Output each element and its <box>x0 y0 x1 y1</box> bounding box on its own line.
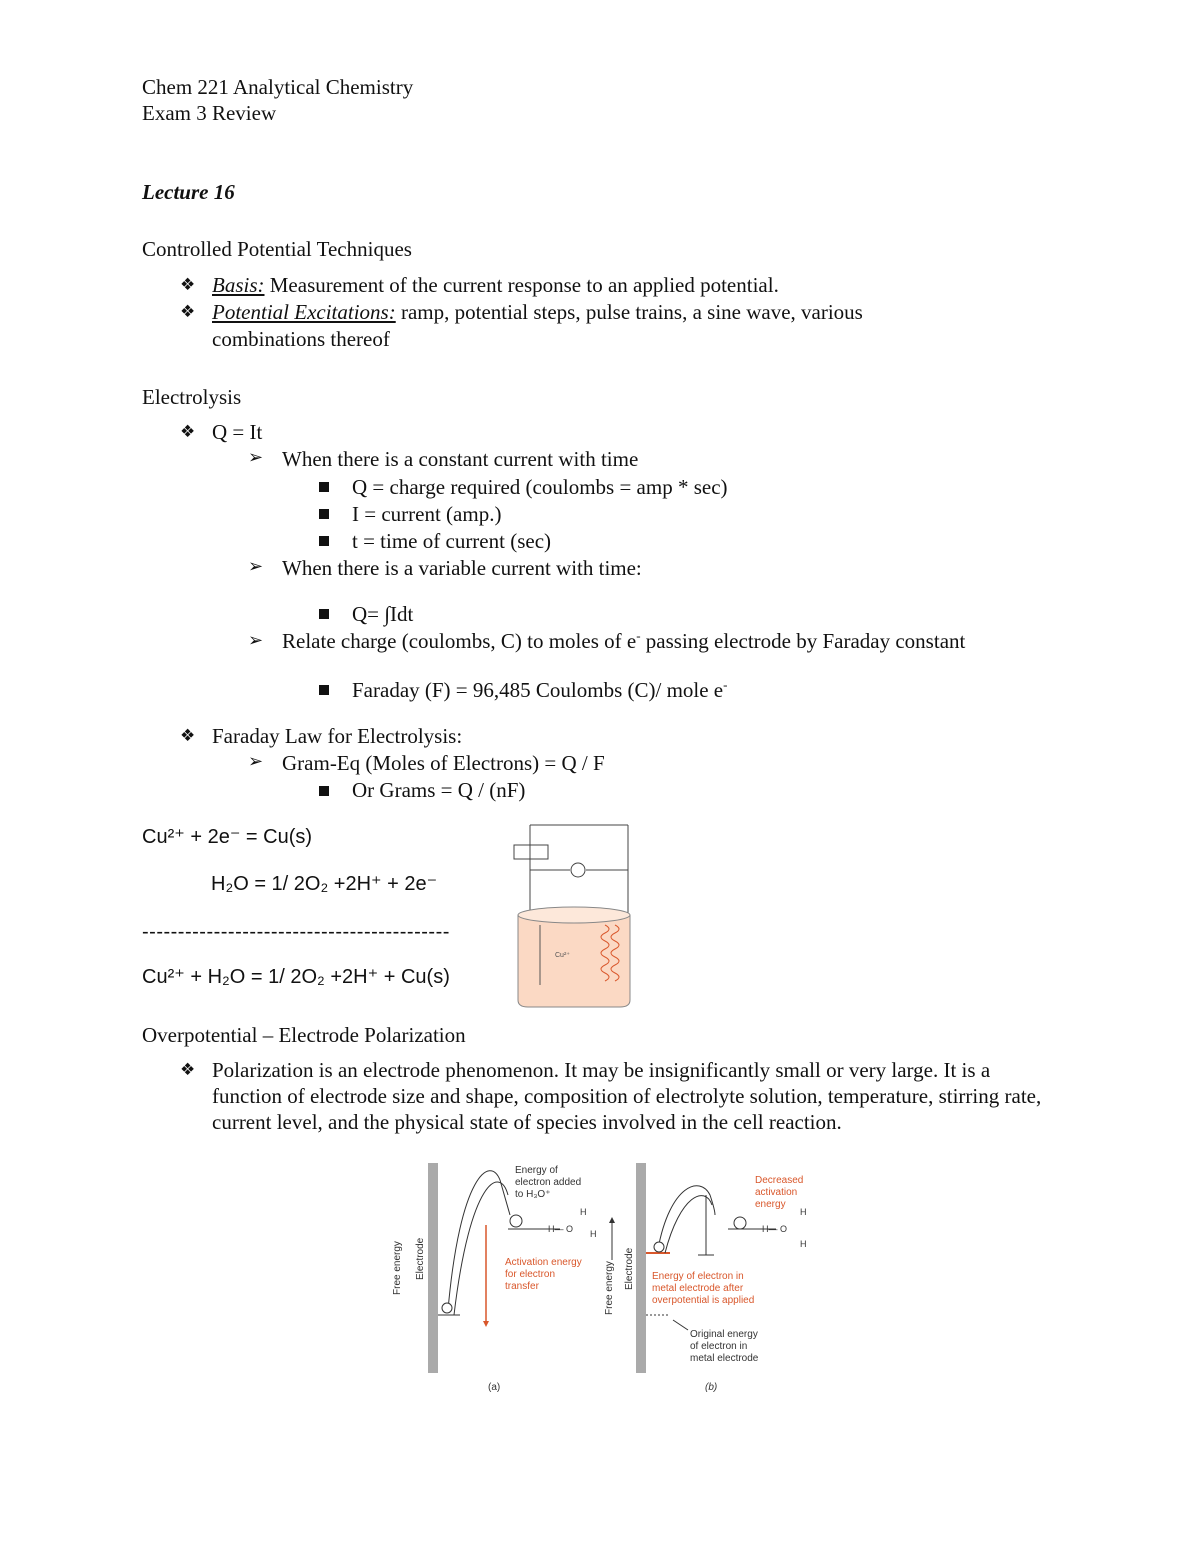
variable-current: When there is a variable current with time: <box>282 556 642 580</box>
basis-line <box>212 272 779 298</box>
excitations-line <box>212 299 863 325</box>
electrode-bar-a <box>428 1163 438 1373</box>
b-decreased-label: Decreased activation energy <box>755 1175 804 1210</box>
caption-b: (b) <box>705 1382 718 1393</box>
diamond-bullet-icon: ❖ <box>180 302 196 322</box>
axis-electrode-b: Electrode <box>624 1247 635 1290</box>
square-bullet-icon <box>319 786 329 796</box>
electrolysis-heading: Electrolysis <box>142 385 242 409</box>
svg-text:H— O: H— O <box>548 1224 574 1234</box>
a-energy-label: Energy of electron added to H₃O⁺ <box>515 1165 582 1200</box>
basis-label: Basis: <box>212 273 265 297</box>
arrow-bullet-icon: ➢ <box>248 556 264 577</box>
electron-icon <box>654 1242 664 1252</box>
q-definition: Q = charge required (coulombs = amp * sec) <box>352 475 728 499</box>
svg-text:H— O: H— O <box>762 1224 788 1234</box>
excitations-label: Potential Excitations: <box>212 300 396 324</box>
caption-a: (a) <box>488 1382 501 1393</box>
controlled-heading: Controlled Potential Techniques <box>142 237 412 261</box>
faraday-law: Faraday Law for Electrolysis: <box>212 724 463 748</box>
electron-superscript: - <box>636 628 641 643</box>
electron-icon <box>734 1217 746 1229</box>
diamond-bullet-icon: ❖ <box>180 726 196 746</box>
square-bullet-icon <box>319 609 329 619</box>
basis-text: Measurement of the current response to an applied potential. <box>264 273 779 297</box>
arrow-bullet-icon: ➢ <box>248 447 264 468</box>
reaction-divider: ------------------------------------------- <box>142 921 450 943</box>
electron-superscript: - <box>723 677 728 692</box>
b-original-label: Original energy of electron in metal electrode <box>690 1329 759 1364</box>
faraday-constant: Faraday (F) = 96,485 Coulombs (C)/ mole e <box>352 678 724 702</box>
relate-text: Relate charge (coulombs, C) to moles of e <box>282 629 637 653</box>
q-equation: Q = It <box>212 420 263 444</box>
reaction-2: H₂O = 1/ 2O₂ +2H⁺ + 2e⁻ <box>211 873 438 895</box>
diamond-bullet-icon: ❖ <box>180 275 196 295</box>
electrolysis-cell-diagram <box>510 815 645 1015</box>
reaction-3: Cu²⁺ + H₂O = 1/ 2O₂ +2H⁺ + Cu(s) <box>142 966 450 988</box>
electron-icon <box>510 1215 522 1227</box>
faraday-constant-line <box>352 677 727 703</box>
diamond-bullet-icon: ❖ <box>180 1060 196 1080</box>
svg-text:H: H <box>580 1207 587 1217</box>
b-energy-after-label: Energy of electron in metal electrode after overpotential is applied <box>652 1271 755 1306</box>
square-bullet-icon <box>319 482 329 492</box>
square-bullet-icon <box>319 536 329 546</box>
constant-current: When there is a constant current with time <box>282 447 639 471</box>
overpotential-text: Polarization is an electrode phenomenon. It may be insignificantly small or very large. It is a function of electrode size and shape, composition of electrolyte solution, temperature, stirring rate, current level, and the physical state of species involved in the cell reaction. <box>212 1058 1042 1134</box>
arrow-bullet-icon: ➢ <box>248 751 264 772</box>
svg-text:H: H <box>800 1207 807 1217</box>
electrode-bar-b <box>636 1163 646 1373</box>
excitations-text-2: combinations thereof <box>212 327 390 351</box>
t-definition: t = time of current (sec) <box>352 529 552 553</box>
square-bullet-icon <box>319 509 329 519</box>
lecture-title: Lecture 16 <box>142 180 235 204</box>
integral-equation: Q= ∫Idt <box>352 602 414 626</box>
electrode-energy-diagram <box>380 1155 830 1400</box>
reaction-1: Cu²⁺ + 2e⁻ = Cu(s) <box>142 826 313 848</box>
square-bullet-icon <box>319 685 329 695</box>
course-title: Chem 221 Analytical Chemistry <box>142 75 414 99</box>
svg-text:Cu²⁺: Cu²⁺ <box>555 952 570 959</box>
exam-title: Exam 3 Review <box>142 101 277 125</box>
grams-eq: Or Grams = Q / (nF) <box>352 778 526 802</box>
svg-text:H: H <box>590 1229 597 1239</box>
axis-free-energy-b: Free energy <box>604 1261 615 1315</box>
arrow-bullet-icon: ➢ <box>248 630 264 651</box>
diamond-bullet-icon: ❖ <box>180 422 196 442</box>
svg-text:H: H <box>800 1239 807 1249</box>
electron-icon <box>442 1303 452 1313</box>
a-activation-label: Activation energy for electron transfer <box>505 1257 582 1292</box>
i-definition: I = current (amp.) <box>352 502 502 526</box>
overpotential-heading: Overpotential – Electrode Polarization <box>142 1023 466 1047</box>
axis-free-energy-a: Free energy <box>392 1241 403 1295</box>
excitations-text: ramp, potential steps, pulse trains, a sine wave, various <box>395 300 863 324</box>
gram-eq: Gram-Eq (Moles of Electrons) = Q / F <box>282 751 605 775</box>
relate-text-2: passing electrode by Faraday constant <box>640 629 966 653</box>
axis-electrode-a: Electrode <box>415 1237 426 1280</box>
relate-line <box>282 628 965 654</box>
